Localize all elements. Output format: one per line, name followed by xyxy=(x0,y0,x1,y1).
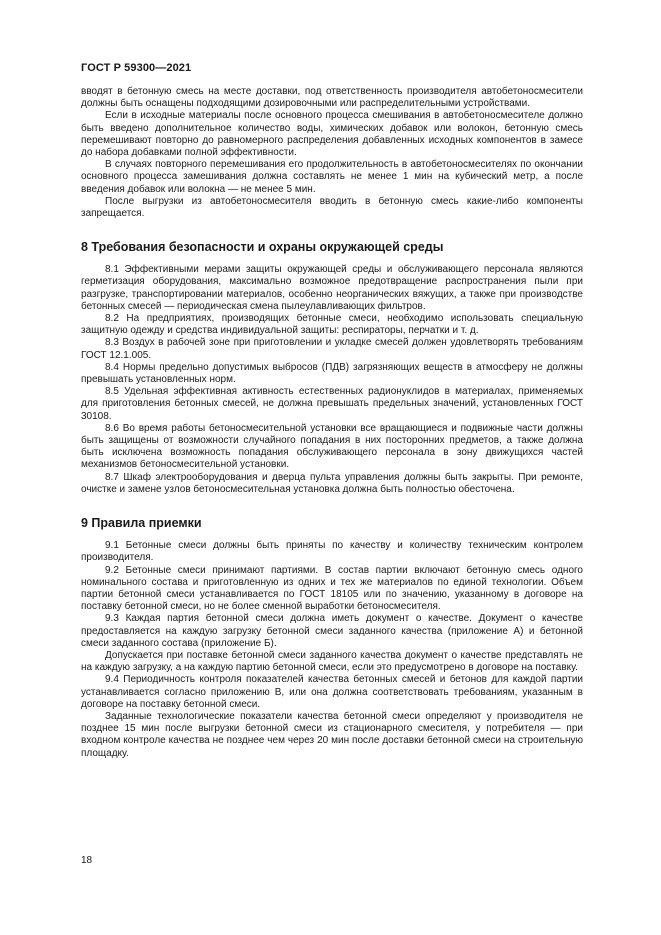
clause-9-3: 9.3 Каждая партия бетонной смеси должна иметь документ о качестве. Документ о качестве предоставляется на каждую загрузку бетонной смеси заданного качества (приложение А) и бетонной смеси заданного состава (приложение Б). xyxy=(81,613,583,649)
clause-9-2: 9.2 Бетонные смеси принимают партиями. В состав партии включают бетонную смесь одного номинального состава и приготовленную из одних и тех же материалов по единой технологии. Объем партии бетонной смеси устанавливается по ГОСТ 18105 или по значению, указанному в договоре на поставку бетонной смеси, но не более сменной выработки бетоносмесителя. xyxy=(81,564,583,613)
document-header: ГОСТ Р 59300—2021 xyxy=(81,62,192,74)
clause-8-7: 8.7 Шкаф электрооборудования и дверца пульта управления должны быть закрыты. При ремонте, очистке и замене узлов бетоносмесительная установка должна быть полностью обесточена. xyxy=(81,471,583,495)
clause-8-1: 8.1 Эффективными мерами защиты окружающей среды и обслуживающего персонала являются герметизация оборудования, максимально возможное предотвращение распространения пыли при разгрузке, транспортировании материалов, особенно неорганических вяжущих, а также при производстве бетонных смесей — периодическая смена пылеулавливающих фильтров. xyxy=(81,264,583,312)
clause-8-3: 8.3 Воздух в рабочей зоне при приготовлении и укладке смесей должен удовлетворять требованиям ГОСТ 12.1.005. xyxy=(81,337,583,361)
clause-9-4-note: Заданные технологические показатели качества бетонной смеси определяют у производителя не позднее 15 мин после выгрузки бетонной смеси из стационарного смесителя, у потребителя — при входном контроле качества не позднее чем через 20 мин после доставки бетонной смеси на строительную площадку. xyxy=(81,710,583,759)
clause-9-1: 9.1 Бетонные смеси должны быть приняты по качеству и количеству техническим контролем производителя. xyxy=(81,540,583,564)
intro-paragraph-2: Если в исходные материалы после основного процесса смешивания в автобетоносмесителе должно быть введено дополнительное количество воды, химических добавок или волокон, бетонную смесь перемешивают повторно до равномерного распределения добавленных исходных компонентов в замесе до набора добавками полной эффективности. xyxy=(81,110,583,159)
document-body xyxy=(81,86,583,760)
page-number: 18 xyxy=(81,855,93,866)
clause-8-6: 8.6 Во время работы бетоносмесительной установки все вращающиеся и подвижные части должны быть защищены от возможности случайного попадания в них посторонних предметов, а также должна быть исключена возможность попадания обслуживающего персонала в зону движущихся частей механизмов бетоносмесительной установки. xyxy=(81,422,583,471)
clause-9-4: 9.4 Периодичность контроля показателей качества бетонных смесей и бетонов для каждой партии устанавливается согласно приложению В, или она должна соответствовать требованиям, указанным в договоре на поставку бетонной смеси. xyxy=(81,674,583,710)
clause-8-4: 8.4 Нормы предельно допустимых выбросов (ПДВ) загрязняющих веществ в атмосферу не должны превышать установленных норм. xyxy=(81,361,583,386)
section-9-heading: 9 Правила приемки xyxy=(81,516,202,531)
clause-9-3-note: Допускается при поставке бетонной смеси заданного качества документ о качестве представлять не на каждую загрузку, а на каждую партию бетонной смеси, если это предусмотрено в договоре на поставку. xyxy=(81,649,583,674)
intro-paragraph-1: вводят в бетонную смесь на месте доставки, под ответственность производителя автобетоносмесители должны быть оснащены подходящими дозировочными или распределительными устройствами. xyxy=(81,86,583,110)
intro-paragraph-3: В случаях повторного перемешивания его продолжительность в автобетоносмесителях по окончании основного процесса замешивания должна составлять не менее 1 мин на кубический метр, а после введения добавок или волокна — не менее 5 мин. xyxy=(81,159,583,195)
section-8-heading: 8 Требования безопасности и охраны окружающей среды xyxy=(81,240,444,255)
clause-8-2: 8.2 На предприятиях, производящих бетонные смеси, необходимо использовать специальную защитную одежду и средства индивидуальной защиты: респираторы, перчатки и т. д. xyxy=(81,313,583,337)
intro-paragraph-4: После выгрузки из автобетоносмесителя вводить в бетонную смесь какие-либо компоненты запрещается. xyxy=(81,195,583,220)
clause-8-5: 8.5 Удельная эффективная активность естественных радионуклидов в материалах, применяемых для приготовления бетонных смесей, не должна превышать предельных значений, установленных ГОСТ 30108. xyxy=(81,386,583,422)
